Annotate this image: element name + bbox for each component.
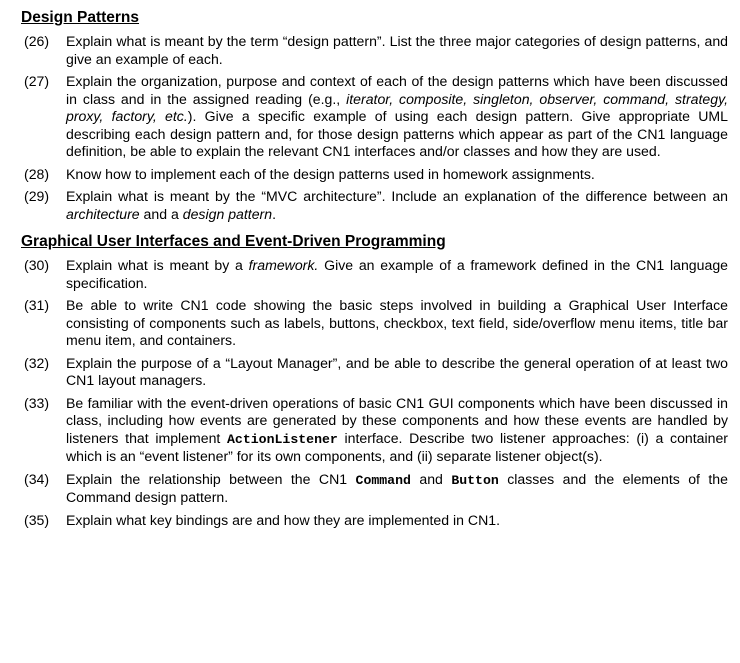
question-text: .	[272, 205, 276, 222]
question-number: (31)	[24, 297, 50, 313]
question-item	[21, 188, 728, 223]
italic-term: framework.	[248, 257, 319, 273]
question-item	[21, 166, 728, 184]
gui-question-list	[21, 257, 728, 529]
question-text: Explain what is meant by a	[66, 257, 249, 273]
question-text: Know how to implement each of the design patterns used in homework assignments.	[66, 165, 595, 182]
question-number: (32)	[24, 354, 50, 371]
question-number: (30)	[24, 257, 50, 273]
italic-term: design pattern	[182, 205, 273, 222]
question-text: Explain what key bindings are and how they are implemented in CN1.	[66, 511, 501, 528]
question-number: (29)	[24, 188, 50, 204]
question-text: and	[410, 470, 452, 487]
question-text: Be familiar with the event-driven operations of basic CN1 GUI components which have been discussed in class, including how events are generated by these components and how these events are handled by listeners that implement	[66, 394, 728, 446]
section-heading-gui-event-driven: Graphical User Interfaces and Event-Driven Programming	[21, 233, 446, 250]
question-item	[21, 395, 728, 466]
question-item	[21, 512, 728, 530]
question-number: (35)	[24, 511, 50, 528]
question-text: Explain the relationship between the CN1	[66, 470, 356, 487]
question-item	[21, 471, 728, 507]
question-number: (33)	[24, 394, 50, 411]
question-number: (27)	[24, 73, 50, 89]
question-text: Explain the purpose of a “Layout Manager”, and be able to describe the general operation of at least two CN1 layout managers.	[66, 354, 728, 388]
question-item	[21, 33, 728, 68]
question-text: Explain what is meant by the “MVC architecture”. Include an explanation of the difference between an	[66, 188, 728, 204]
question-item	[21, 257, 728, 292]
question-item	[21, 355, 728, 390]
question-text: classes and the elements of the Command design pattern.	[66, 470, 728, 505]
question-number: (34)	[24, 470, 50, 487]
question-text: Explain what is meant by the term “design pattern”. List the three major categories of design patterns, and give an example of each.	[66, 33, 728, 67]
question-text: interface. Describe two listener approaches: (i) a container which is an “event listener” for its own components, and (ii) separate listener object(s).	[66, 429, 729, 464]
question-item	[21, 73, 728, 161]
question-number: (28)	[24, 165, 50, 182]
design-patterns-question-list	[21, 33, 728, 223]
question-text: ). Give a specific example of using each design pattern. Give appropriate UML describing each design pattern and, for those design patterns which appear as part of the CN1 language definition, be able to explain the relevant CN1 interfaces and/or classes and how they are used.	[66, 108, 728, 159]
code-term: Command	[355, 472, 411, 488]
question-number: (26)	[24, 33, 50, 49]
code-term: Button	[451, 472, 499, 488]
question-text: and a	[139, 205, 183, 222]
question-text: Explain the organization, purpose and context of each of the design patterns which have been discussed in class and in the assigned reading (e.g.,	[66, 73, 728, 107]
italic-term: architecture	[66, 205, 140, 222]
section-heading-design-patterns: Design Patterns	[21, 9, 140, 26]
code-term: ActionListener	[227, 431, 338, 447]
question-text: Give an example of a framework defined in the CN1 language specification.	[66, 257, 729, 291]
italic-term: iterator, composite, singleton, observer, command, strategy, proxy, factory, etc.	[66, 90, 728, 124]
question-text: Be able to write CN1 code showing the basic steps involved in building a Graphical User Interface consisting of components such as labels, buttons, checkbox, text field, side/overflow menu items, title bar menu item, and containers.	[66, 297, 728, 348]
question-item	[21, 297, 728, 350]
